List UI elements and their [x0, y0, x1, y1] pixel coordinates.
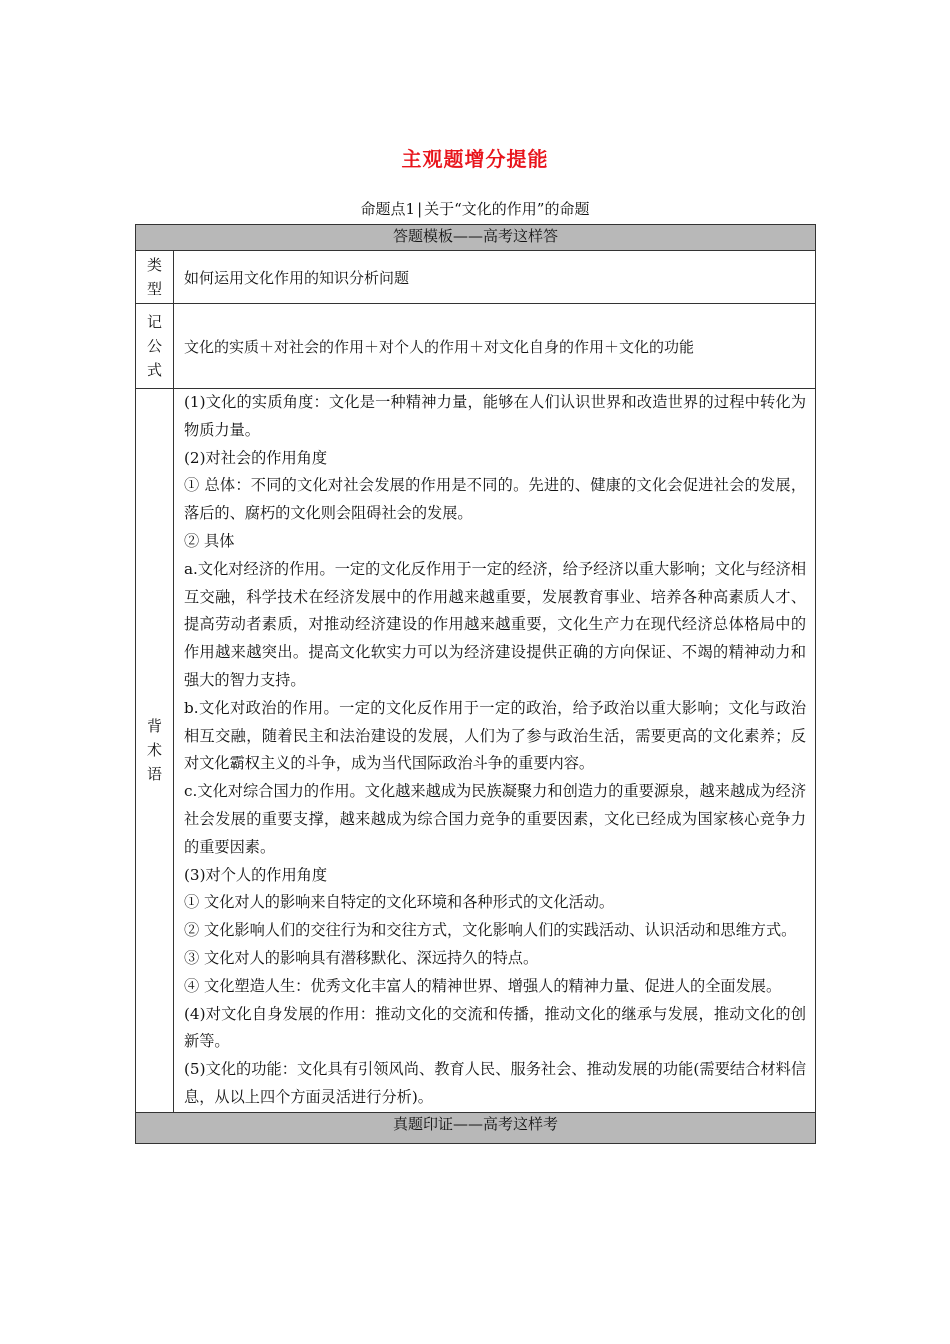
page-title: 主观题增分提能	[401, 147, 549, 171]
table-row	[136, 389, 816, 1113]
body-paragraph: ① 总体：不同的文化对社会发展的作用是不同的。先进的、健康的文化会促进社会的发展，落后的、腐朽的文化则会阻碍社会的发展。	[184, 476, 807, 523]
body-paragraph: (3)对个人的作用角度	[184, 865, 328, 884]
label-char: 术	[146, 741, 162, 760]
label-char: 式	[146, 361, 162, 379]
row-label-formula	[136, 304, 174, 389]
body-paragraph: c.文化对综合国力的作用。文化越来越成为民族凝聚力和创造力的重要源泉，越来越成为经济社会发展的重要支撑，越来越成为综合国力竞争的重要因素，文化已经成为国家核心竞争力的重要因素。	[184, 782, 807, 856]
label-char: 公	[146, 337, 162, 355]
body-paragraph: (1)文化的实质角度：文化是一种精神力量，能够在人们认识世界和改造世界的过程中转化为物质力量。	[184, 393, 807, 439]
row-content-recitation	[174, 389, 816, 1113]
label-char: 背	[146, 717, 162, 736]
row-content-type: 如何运用文化作用的知识分析问题	[174, 251, 816, 304]
row-label-recitation	[136, 389, 174, 1113]
body-paragraph: (5)文化的功能：文化具有引领风尚、教育人民、服务社会、推动发展的功能(需要结合材料信息，从以上四个方面灵活进行分析)。	[184, 1060, 807, 1106]
row-content-formula: 文化的实质＋对社会的作用＋对个人的作用＋对文化自身的作用＋文化的功能	[174, 304, 816, 389]
section-topic: 关于“文化的作用”的命题	[424, 200, 590, 218]
answer-template-table	[135, 224, 816, 1144]
label-char: 记	[146, 313, 162, 331]
label-char: 型	[146, 280, 162, 298]
label-char: 语	[146, 765, 162, 784]
table-row	[136, 251, 816, 304]
body-paragraph: (4)对文化自身发展的作用：推动文化的交流和传播，推动文化的继承与发展，推动文化的创新等。	[184, 1004, 807, 1051]
section-number: 命题点1	[360, 200, 416, 218]
body-paragraph: ③ 文化对人的影响具有潜移默化、深远持久的特点。	[184, 948, 539, 967]
body-paragraph: (2)对社会的作用角度	[184, 448, 328, 467]
section-heading	[0, 198, 950, 219]
row-label-type	[136, 251, 174, 304]
table-row	[136, 304, 816, 389]
body-paragraph: ② 具体	[184, 531, 235, 550]
body-paragraph: b.文化对政治的作用。一定的文化反作用于一定的政治，给予政治以重大影响；文化与政治相互交融，随着民主和法治建设的发展，人们为了参与政治生活，需要更高的文化素养；反对文化霸权主义的斗争，成为当代国际政治斗争的重要内容。	[184, 698, 807, 773]
section-separator: |	[417, 200, 423, 218]
body-paragraph: ① 文化对人的影响来自特定的文化环境和各种形式的文化活动。	[184, 893, 615, 912]
body-paragraph: ② 文化影响人们的交往行为和交往方式，文化影响人们的实践活动、认识活动和思维方式。	[184, 921, 797, 940]
exam-header-band: 真题印证——高考这样考	[136, 1112, 816, 1143]
label-char: 类	[146, 256, 162, 274]
template-header-band: 答题模板——高考这样答	[136, 225, 816, 251]
body-paragraph: a.文化对经济的作用。一定的文化反作用于一定的经济，给予经济以重大影响；文化与经济相互交融，科学技术在经济发展中的作用越来越重要，发展教育事业、培养各种高素质人才、提高劳动者素质，对推动经济建设的作用越来越重要，文化生产力在现代经济总体格局中的作用越来越突出。提高文化软实力可以为经济建设提供正确的方向保证、不竭的精神动力和强大的智力支持。	[184, 559, 807, 689]
body-paragraph: ④ 文化塑造人生：优秀文化丰富人的精神世界、增强人的精神力量、促进人的全面发展。	[184, 976, 782, 995]
